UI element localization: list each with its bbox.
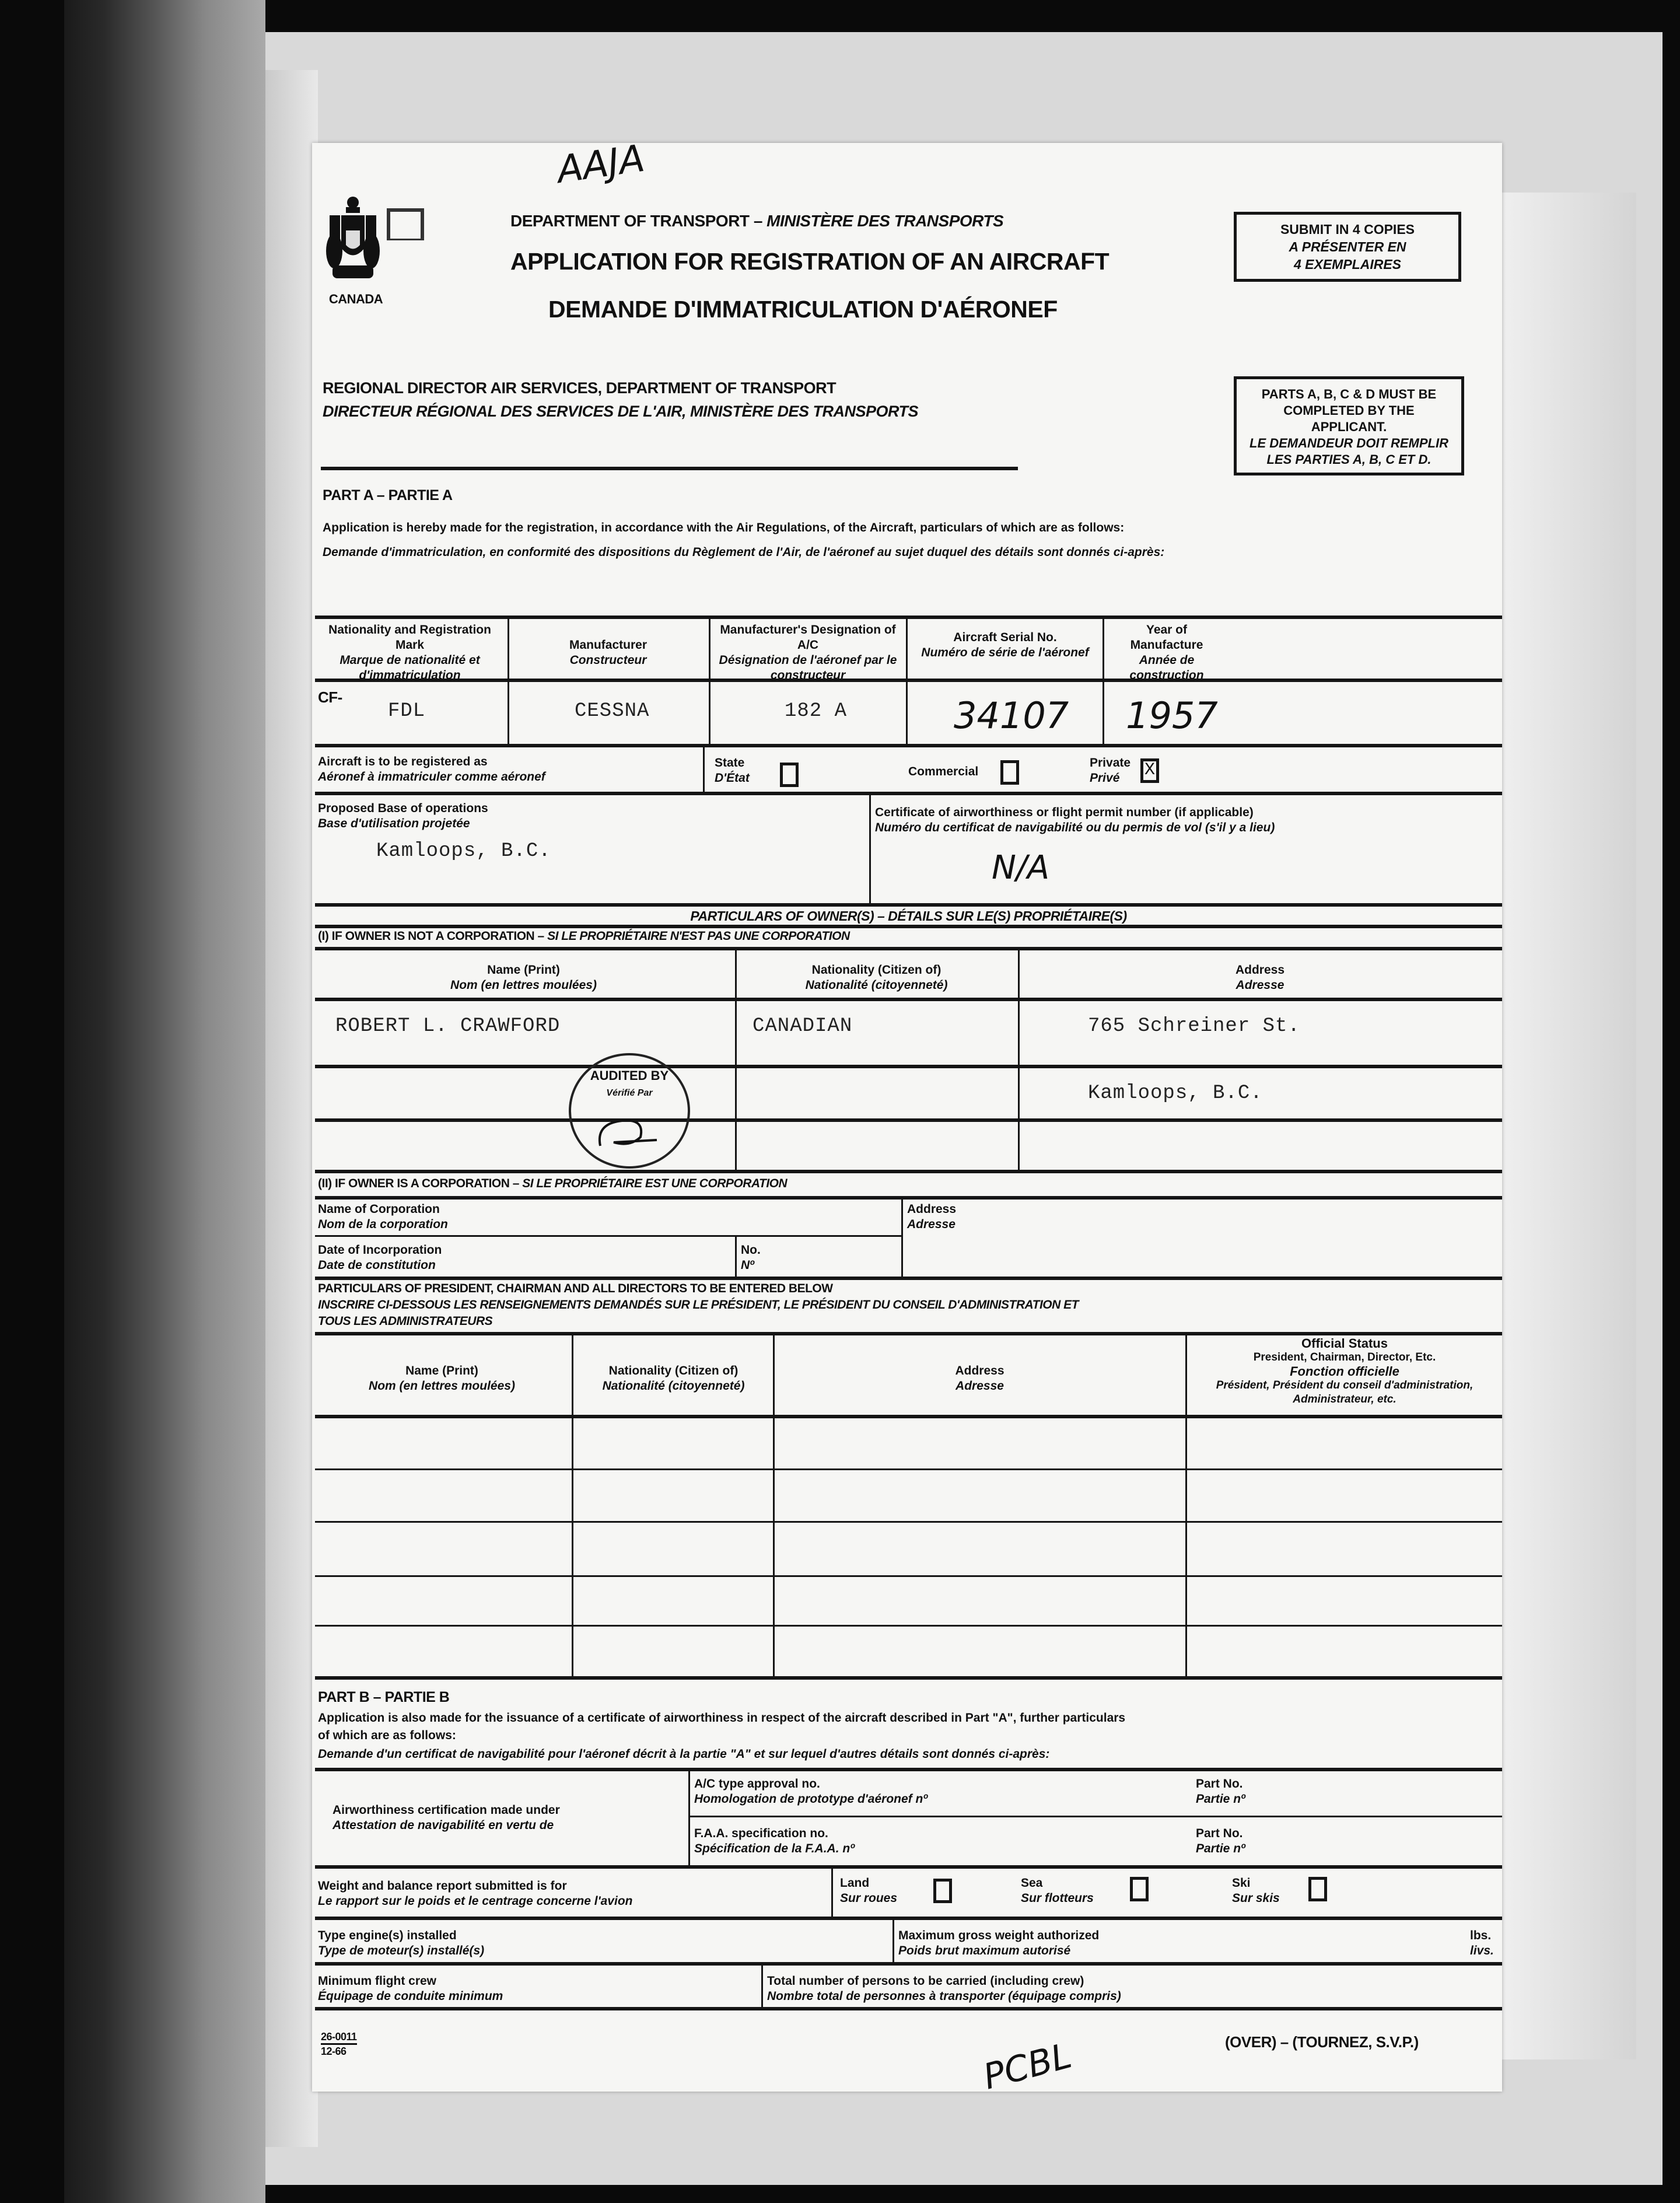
- col-year-header: Year of Manufacture Année de construction: [1129, 623, 1204, 682]
- max-weight-label: Maximum gross weight authorized Poids brut maximum autorisé: [898, 1929, 1100, 1957]
- addressee-fr: DIRECTEUR RÉGIONAL DES SERVICES DE L'AIR, MINISTÈRE DES TRANSPORTS: [323, 403, 919, 420]
- land-checkbox[interactable]: [933, 1879, 952, 1903]
- corporation-address-label: Address Adresse: [907, 1202, 957, 1231]
- col-divider: [761, 1962, 763, 2009]
- director-status-header: Official Status President, Chairman, Director, Etc. Fonction officielle Président, Président du conseil d'administration, Administrateur, etc.: [1216, 1336, 1474, 1405]
- addressee-en: REGIONAL DIRECTOR AIR SERVICES, DEPARTMENT OF TRANSPORT: [323, 379, 836, 397]
- ski-checkbox[interactable]: [1308, 1877, 1327, 1901]
- individual-owner-heading: (I) IF OWNER IS NOT A CORPORATION – SI LE PROPRIÉTAIRE N'EST PAS UNE CORPORATION: [318, 929, 850, 943]
- registration-mark-value[interactable]: FDL: [388, 700, 426, 722]
- parts-line-5: LES PARTIES A, B, C ET D.: [1266, 452, 1432, 467]
- addressee-underline: [321, 467, 1018, 470]
- col-divider: [709, 616, 710, 745]
- owner-nationality-header: Nationality (Citizen of) Nationalité (citoyenneté): [805, 963, 948, 992]
- rule: [315, 1415, 1502, 1418]
- state-checkbox[interactable]: [780, 763, 799, 787]
- scan-shadow-left: [64, 0, 265, 2203]
- rule: [315, 1065, 1502, 1068]
- min-crew-label: Minimum flight crew Équipage de conduite minimum: [318, 1974, 503, 2003]
- year-value[interactable]: 1957: [1126, 694, 1218, 737]
- col-divider: [508, 616, 509, 745]
- parts-line-2: COMPLETED BY THE: [1283, 403, 1415, 418]
- department-line: DEPARTMENT OF TRANSPORT – MINISTÈRE DES TRANSPORTS: [510, 212, 1004, 230]
- corporation-name-label: Name of Corporation Nom de la corporation: [318, 1202, 448, 1231]
- private-checkbox[interactable]: X: [1140, 758, 1159, 783]
- form-title-fr: DEMANDE D'IMMATRICULATION D'AÉRONEF: [548, 296, 1058, 323]
- director-row-rule: [315, 1468, 1502, 1470]
- owners-heading: PARTICULARS OF OWNER(S) – DÉTAILS SUR LE(S) PROPRIÉTAIRE(S): [690, 908, 1127, 924]
- private-option-label: Private Privé: [1090, 756, 1131, 785]
- stamp-top-text: AUDITED BY: [590, 1068, 669, 1083]
- audited-by-stamp: [569, 1053, 690, 1169]
- parts-completion-notice: [1234, 376, 1464, 475]
- rule: [315, 1917, 1502, 1920]
- part-b-heading: PART B – PARTIE B: [318, 1689, 450, 1705]
- rule: [315, 1196, 1502, 1200]
- department-fr: MINISTÈRE DES TRANSPORTS: [766, 212, 1004, 230]
- parts-line-3: APPLICANT.: [1311, 419, 1387, 434]
- sea-checkbox[interactable]: [1130, 1877, 1149, 1901]
- rule: [315, 1235, 901, 1237]
- directors-heading-fr-1: INSCRIRE CI-DESSOUS LES RENSEIGNEMENTS DEMANDÉS SUR LE PRÉSIDENT, LE PRÉSIDENT DU CONSEIL D'ADMINISTRATION ET: [318, 1298, 1079, 1312]
- parts-line-1: PARTS A, B, C & D MUST BE: [1261, 387, 1437, 401]
- ski-option-label: Ski Sur skis: [1232, 1876, 1280, 1905]
- over-notice: (OVER) – (TOURNEZ, S.V.P.): [1225, 2033, 1419, 2051]
- owner-address-line-2[interactable]: Kamloops, B.C.: [1088, 1082, 1263, 1104]
- weight-unit-label: lbs. livs.: [1470, 1929, 1494, 1957]
- nationality-prefix: CF-: [318, 688, 342, 706]
- land-option-label: Land Sur roues: [840, 1876, 898, 1905]
- director-row-rule: [315, 1625, 1502, 1627]
- col-divider: [703, 745, 705, 792]
- total-persons-label: Total number of persons to be carried (including crew) Nombre total de personnes à transporter (équipage compris): [767, 1974, 1121, 2003]
- rule: [315, 1768, 1502, 1771]
- director-address-header: Address Adresse: [955, 1364, 1005, 1393]
- submit-copies-notice: [1234, 212, 1461, 282]
- type-approval-label: A/C type approval no. Homologation de prototype d'aéronef nº: [694, 1777, 928, 1806]
- rule: [315, 1277, 1502, 1280]
- rule: [315, 903, 1502, 907]
- registered-as-label: Aircraft is to be registered as Aéronef à immatriculer comme aéronef: [318, 755, 545, 784]
- part-a-heading: PART A – PARTIE A: [323, 487, 453, 503]
- sea-option-label: Sea Sur flotteurs: [1021, 1876, 1094, 1905]
- stamp-signature-icon: [592, 1111, 667, 1152]
- director-name-header: Name (Print) Nom (en lettres moulées): [369, 1364, 515, 1393]
- rule: [315, 1676, 1502, 1680]
- rule: [315, 947, 1502, 950]
- application-form-page: [312, 137, 1502, 2098]
- base-of-operations-label: Proposed Base of operations Base d'utilisation projetée: [318, 802, 488, 830]
- corporation-owner-heading: (II) IF OWNER IS A CORPORATION – SI LE PROPRIÉTAIRE EST UNE CORPORATION: [318, 1177, 788, 1190]
- rule: [315, 616, 1502, 619]
- owner-nationality-value[interactable]: CANADIAN: [752, 1015, 853, 1037]
- col-serial-header: Aircraft Serial No. Numéro de série de l'aéronef: [921, 631, 1089, 659]
- form-number: 26-0011 12-66: [321, 2031, 357, 2057]
- part-a-intro-en: Application is hereby made for the registration, in accordance with the Air Regulations, of the Aircraft, particulars of which are as follows:: [323, 521, 1125, 534]
- handwritten-note: AAJA: [554, 137, 648, 193]
- serial-number-value[interactable]: 34107: [954, 694, 1069, 737]
- owner-name-value[interactable]: ROBERT L. CRAWFORD: [335, 1015, 561, 1037]
- commercial-checkbox[interactable]: [1000, 760, 1019, 785]
- rule: [315, 1170, 1502, 1173]
- col-divider: [892, 1917, 894, 1963]
- underlying-page-strip: [1502, 193, 1636, 2059]
- col-divider: [901, 1196, 903, 1278]
- director-row-rule: [315, 1575, 1502, 1577]
- col-divider: [735, 947, 737, 1172]
- col-nationality-header: Nationality and Registration Mark Marque de nationalité et d'immatriculation: [328, 623, 491, 682]
- directors-heading-en: PARTICULARS OF PRESIDENT, CHAIRMAN AND ALL DIRECTORS TO BE ENTERED BELOW: [318, 1282, 833, 1295]
- col-designation-header: Manufacturer's Designation of A/C Désignation de l'aéronef par le constructeur: [719, 623, 897, 682]
- rule: [315, 1332, 1502, 1335]
- state-option-label: State D'État: [715, 756, 750, 785]
- certification-under-label: Airworthiness certification made under Attestation de navigabilité en vertu de: [332, 1803, 560, 1832]
- rule: [315, 744, 1502, 747]
- stamp-mark: [387, 208, 424, 240]
- scan-backdrop-edge: [265, 70, 318, 2147]
- canada-coat-of-arms-icon: [324, 195, 382, 289]
- col-divider: [906, 616, 908, 745]
- emblem-caption: CANADA: [328, 292, 383, 306]
- director-row-rule: [315, 1521, 1502, 1523]
- faa-spec-label: F.A.A. specification no. Spécification de la F.A.A. nº: [694, 1827, 855, 1855]
- rule: [315, 998, 1502, 1001]
- rule: [688, 1816, 1502, 1817]
- base-of-operations-value[interactable]: Kamloops, B.C.: [376, 840, 551, 862]
- rule: [315, 2007, 1502, 2010]
- rule: [315, 1962, 1502, 1966]
- commercial-option-label: Commercial: [908, 765, 979, 778]
- owner-name-header: Name (Print) Nom (en lettres moulées): [450, 963, 597, 992]
- manufacturer-value[interactable]: CESSNA: [575, 700, 650, 722]
- part-b-intro-fr: Demande d'un certificat de navigabilité pour l'aéronef décrit à la partie "A" et sur lequel d'autres détails sont donnés ci-après:: [318, 1747, 1050, 1761]
- weight-report-label: Weight and balance report submitted is for Le rapport sur le poids et le centrage concerne l'avion: [318, 1879, 633, 1908]
- rule: [315, 925, 1502, 928]
- form-title: APPLICATION FOR REGISTRATION OF AN AIRCRAFT: [510, 248, 1110, 275]
- incorporation-date-label: Date of Incorporation Date de constitution: [318, 1243, 442, 1272]
- col-manufacturer-header: Manufacturer Constructeur: [569, 638, 648, 667]
- rule: [315, 1118, 1502, 1122]
- certificate-number-value[interactable]: N/A: [992, 849, 1050, 887]
- parts-line-4: LE DEMANDEUR DOIT REMPLIR: [1250, 436, 1448, 450]
- part-b-intro-en-1: Application is also made for the issuance of a certificate of airworthiness in respect of the aircraft described in Part "A", further particulars: [318, 1711, 1126, 1725]
- owner-address-header: Address Adresse: [1235, 963, 1285, 992]
- rule: [315, 792, 1502, 795]
- col-divider: [688, 1768, 690, 1867]
- submit-line-3: 4 EXEMPLAIRES: [1293, 257, 1402, 272]
- submit-line-2: A PRÉSENTER EN: [1289, 239, 1406, 254]
- certificate-number-label: Certificate of airworthiness or flight permit number (if applicable) Numéro du certificat de navigabilité ou du permis de vol (s'il y a lieu): [875, 806, 1275, 834]
- submit-line-1: SUBMIT IN 4 COPIES: [1280, 222, 1415, 237]
- owner-address-line-1[interactable]: 765 Schreiner St.: [1088, 1015, 1300, 1037]
- engines-label: Type engine(s) installed Type de moteur(s) installé(s): [318, 1929, 485, 1957]
- department-en: DEPARTMENT OF TRANSPORT: [510, 212, 750, 230]
- faa-spec-part-label: Part No. Partie nº: [1196, 1827, 1245, 1855]
- directors-heading-fr-2: TOUS LES ADMINISTRATEURS: [318, 1314, 493, 1328]
- part-a-intro-fr: Demande d'immatriculation, en conformité des dispositions du Règlement de l'Air, de l'aéronef au sujet duquel des détails sont donnés ci-après:: [323, 545, 1165, 559]
- handwritten-initials: PCBL: [979, 2035, 1076, 2098]
- col-divider: [1018, 947, 1020, 1172]
- col-divider: [735, 1235, 737, 1278]
- col-divider: [1102, 616, 1104, 745]
- stamp-sub-text: Vérifié Par: [606, 1088, 653, 1098]
- director-nationality-header: Nationality (Citizen of) Nationalité (citoyenneté): [602, 1364, 745, 1393]
- rule: [315, 1865, 1502, 1869]
- incorporation-number-label: No. Nº: [741, 1243, 761, 1272]
- designation-value[interactable]: 182 A: [785, 700, 848, 722]
- col-divider: [869, 793, 871, 904]
- type-approval-part-label: Part No. Partie nº: [1196, 1777, 1245, 1806]
- part-b-intro-en-2: of which are as follows:: [318, 1729, 456, 1742]
- col-divider: [831, 1865, 833, 1918]
